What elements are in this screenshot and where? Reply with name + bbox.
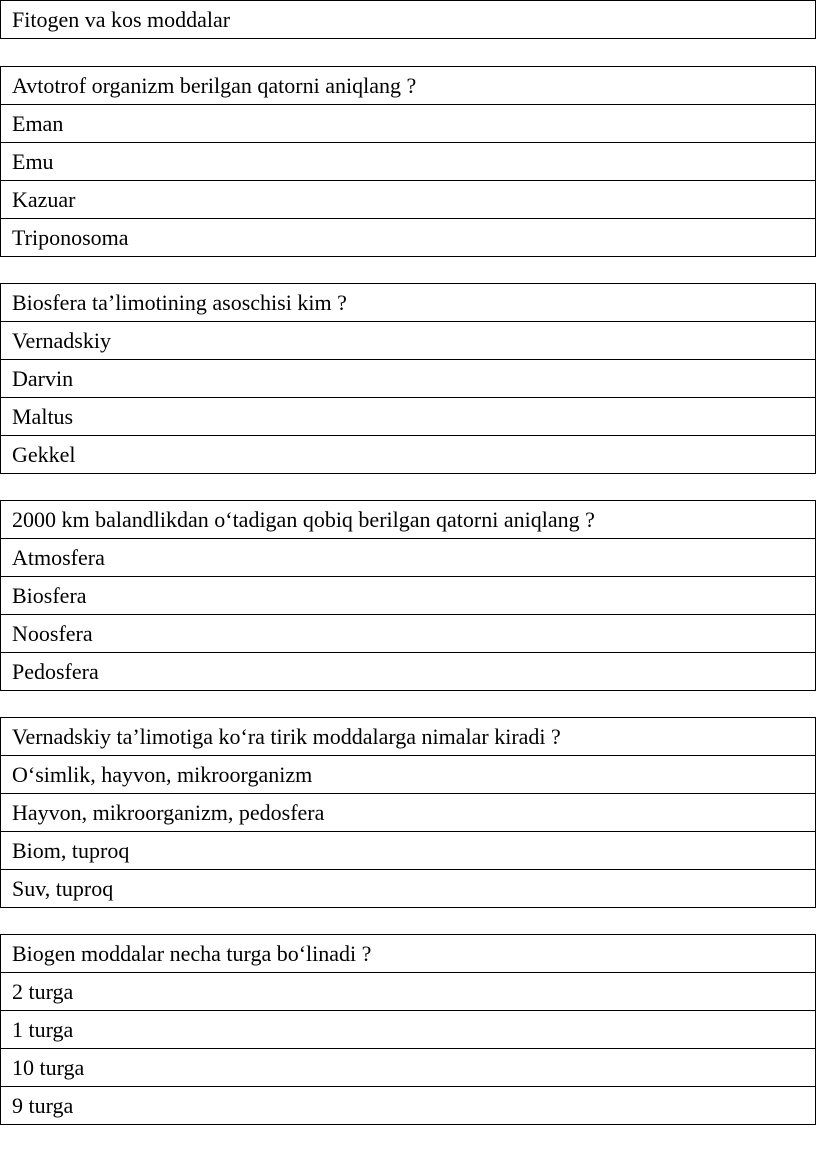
answer-option: Suv, tuproq <box>1 870 816 908</box>
question-text: Biosfera ta’limotining asoschisi kim ? <box>1 284 816 322</box>
option-row <box>1 181 816 219</box>
answer-option: Biosfera <box>1 577 816 615</box>
answer-option: 2 turga <box>1 973 816 1011</box>
question-row <box>1 935 816 973</box>
answer-option: Pedosfera <box>1 653 816 691</box>
question-row <box>1 284 816 322</box>
option-row <box>1 577 816 615</box>
question-row <box>1 718 816 756</box>
question-block-2 <box>0 283 816 474</box>
option-row <box>1 653 816 691</box>
answer-option: Triponosoma <box>1 219 816 257</box>
answer-option: 1 turga <box>1 1011 816 1049</box>
title-table <box>0 0 816 39</box>
answer-option: 10 turga <box>1 1049 816 1087</box>
title-row <box>1 1 816 39</box>
option-row <box>1 398 816 436</box>
answer-option: Darvin <box>1 360 816 398</box>
answer-option: Vernadskiy <box>1 322 816 360</box>
answer-option: O‘simlik, hayvon, mikroorganizm <box>1 756 816 794</box>
answer-option: Kazuar <box>1 181 816 219</box>
answer-option: Noosfera <box>1 615 816 653</box>
option-row <box>1 322 816 360</box>
option-row <box>1 1011 816 1049</box>
option-row <box>1 794 816 832</box>
question-row <box>1 501 816 539</box>
question-text: Vernadskiy ta’limotiga ko‘ra tirik moddalarga nimalar kiradi ? <box>1 718 816 756</box>
option-row <box>1 105 816 143</box>
question-block-5 <box>0 934 816 1125</box>
question-text: Biogen moddalar necha turga bo‘linadi ? <box>1 935 816 973</box>
answer-option: Biom, tuproq <box>1 832 816 870</box>
option-row <box>1 756 816 794</box>
option-row <box>1 615 816 653</box>
option-row <box>1 143 816 181</box>
question-block-3 <box>0 500 816 691</box>
answer-option: 9 turga <box>1 1087 816 1125</box>
option-row <box>1 436 816 474</box>
option-row <box>1 219 816 257</box>
answer-option: Emu <box>1 143 816 181</box>
answer-option: Gekkel <box>1 436 816 474</box>
option-row <box>1 832 816 870</box>
option-row <box>1 870 816 908</box>
question-block-1 <box>0 66 816 257</box>
option-row <box>1 360 816 398</box>
answer-option: Maltus <box>1 398 816 436</box>
page-title: Fitogen va kos moddalar <box>1 1 816 39</box>
answer-option: Atmosfera <box>1 539 816 577</box>
question-block-4 <box>0 717 816 908</box>
option-row <box>1 973 816 1011</box>
question-text: 2000 km balandlikdan o‘tadigan qobiq berilgan qatorni aniqlang ? <box>1 501 816 539</box>
question-text: Avtotrof organizm berilgan qatorni aniqlang ? <box>1 67 816 105</box>
option-row <box>1 539 816 577</box>
answer-option: Eman <box>1 105 816 143</box>
question-row <box>1 67 816 105</box>
answer-option: Hayvon, mikroorganizm, pedosfera <box>1 794 816 832</box>
option-row <box>1 1087 816 1125</box>
option-row <box>1 1049 816 1087</box>
